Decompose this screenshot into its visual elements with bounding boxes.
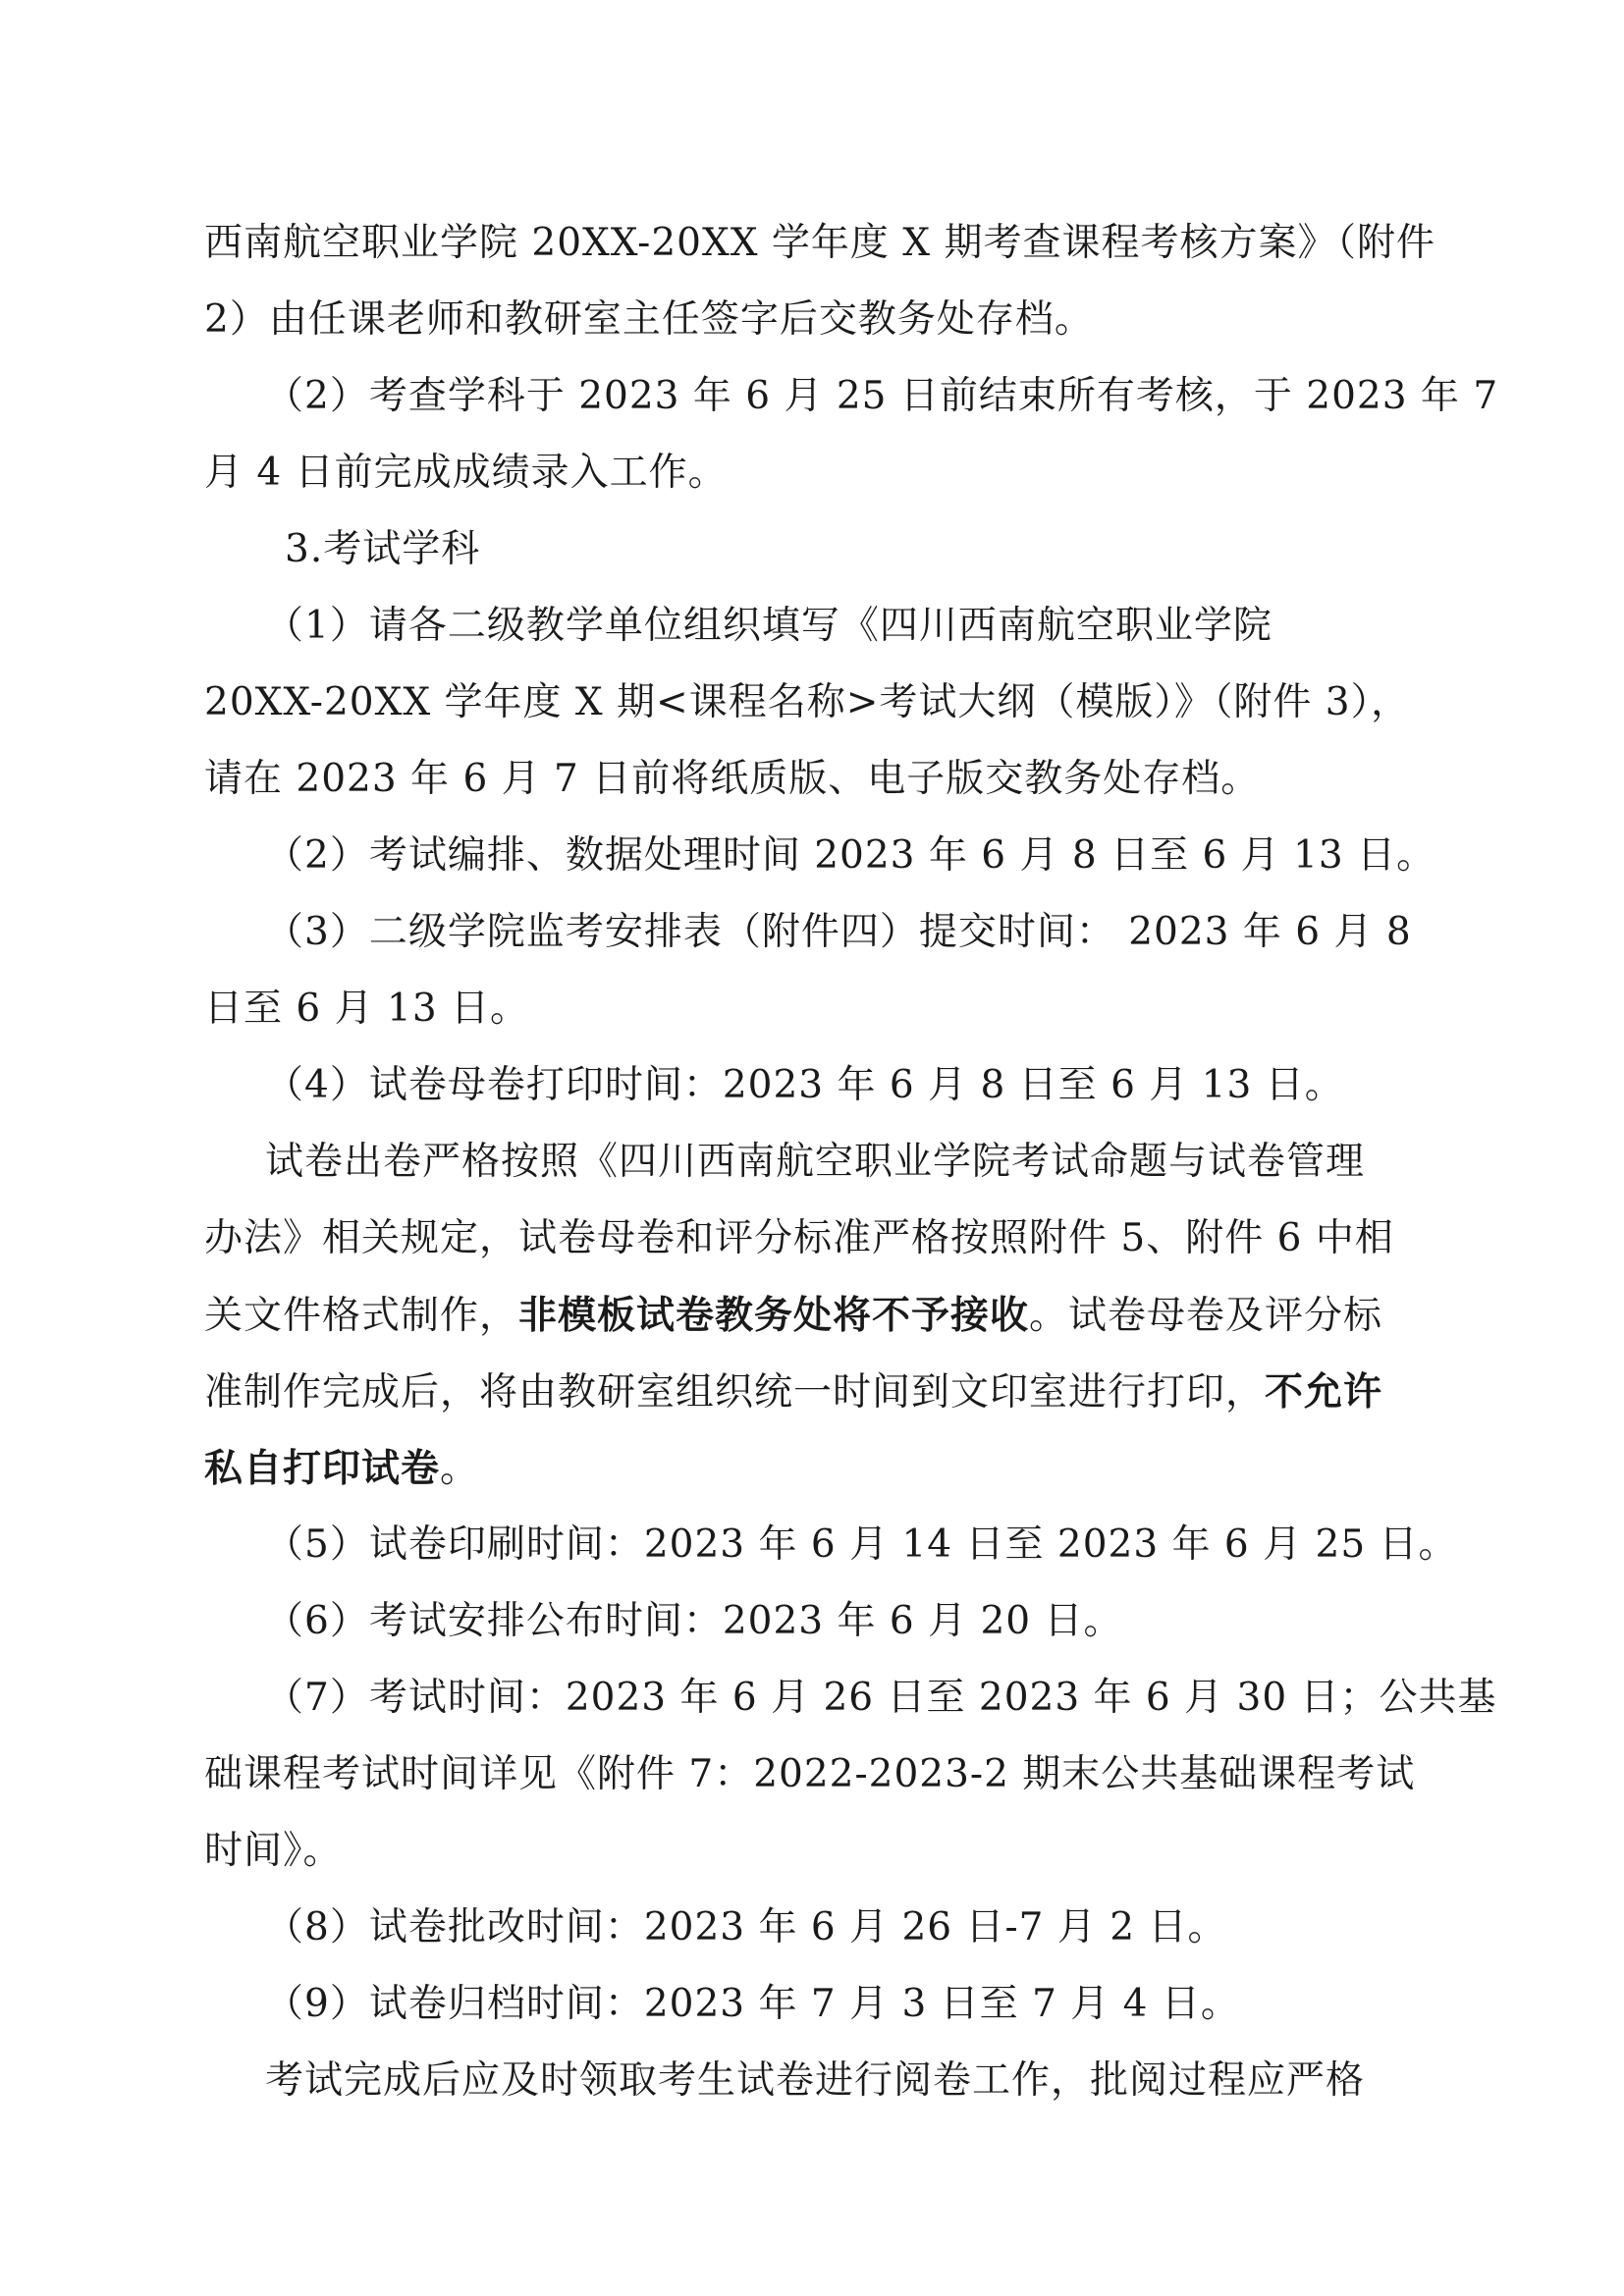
text-line: 请在 2023 年 6 月 7 日前将纸质版、电子版交教务处存档。 [204, 757, 1261, 801]
emphasis-text: 私自打印试卷 [204, 1446, 441, 1491]
text-line [204, 1292, 1382, 1339]
text-line: （3）二级学院监考安排表（附件四）提交时间： 2023 年 6 月 8 [265, 910, 1412, 954]
text-line [204, 1368, 1382, 1415]
text-line: （4）试卷母卷打印时间：2023 年 6 月 8 日至 6 月 13 日。 [265, 1063, 1344, 1107]
text-segment: 准制作完成后，将由教研室组织统一时间到文印室进行打印， [204, 1370, 1266, 1415]
text-line: 试卷出卷严格按照《四川西南航空职业学院考试命题与试卷管理 [265, 1140, 1366, 1184]
text-line: （9）试卷归档时间：2023 年 7 月 3 日至 7 月 4 日。 [265, 1982, 1240, 2026]
text-line: 日至 6 月 13 日。 [204, 987, 530, 1031]
section-heading: 3.考试学科 [285, 527, 481, 571]
text-line [204, 1445, 479, 1492]
emphasis-text: 不允许 [1265, 1369, 1383, 1415]
text-segment: 。试卷母卷及评分标 [1029, 1294, 1383, 1338]
emphasis-text: 非模板试卷教务处将不予接收 [518, 1293, 1030, 1338]
text-line: 础课程考试时间详见《附件 7：2022-2023-2 期末公共基础课程考试 [204, 1752, 1416, 1796]
text-line: 月 4 日前完成成绩录入工作。 [204, 451, 728, 495]
text-line: 2）由任课老师和教研室主任签字后交教务处存档。 [204, 297, 1094, 342]
text-line: （7）考试时间：2023 年 6 月 26 日至 2023 年 6 月 30 日；公共基 [265, 1676, 1497, 1720]
text-line: （2）考试编排、数据处理时间 2023 年 6 月 8 日至 6 月 13 日。 [265, 833, 1436, 878]
text-line: 西南航空职业学院 20XX-20XX 学年度 X 期考查课程考核方案》（附件 [204, 221, 1435, 265]
text-segment: 。 [440, 1447, 480, 1491]
text-line: 20XX-20XX 学年度 X 期<课程名称>考试大纲（模版）》（附件 3）， [204, 680, 1411, 724]
text-line: （2）考查学科于 2023 年 6 月 25 日前结束所有考核，于 2023 年 7 [265, 374, 1499, 418]
text-line: （5）试卷印刷时间：2023 年 6 月 14 日至 2023 年 6 月 25 日。 [265, 1522, 1458, 1567]
text-line: 办法》相关规定，试卷母卷和评分标准严格按照附件 5、附件 6 中相 [204, 1216, 1394, 1260]
text-line: （1）请各二级教学单位组织填写《四川西南航空职业学院 [265, 604, 1272, 648]
text-line: 时间》。 [204, 1829, 343, 1873]
text-line: 考试完成后应及时领取考生试卷进行阅卷工作，批阅过程应严格 [265, 2058, 1366, 2103]
text-line: （8）试卷批改时间：2023 年 6 月 26 日-7 月 2 日。 [265, 1905, 1227, 1949]
text-segment: 关文件格式制作， [204, 1294, 519, 1338]
text-line: （6）考试安排公布时间：2023 年 6 月 20 日。 [265, 1599, 1123, 1643]
